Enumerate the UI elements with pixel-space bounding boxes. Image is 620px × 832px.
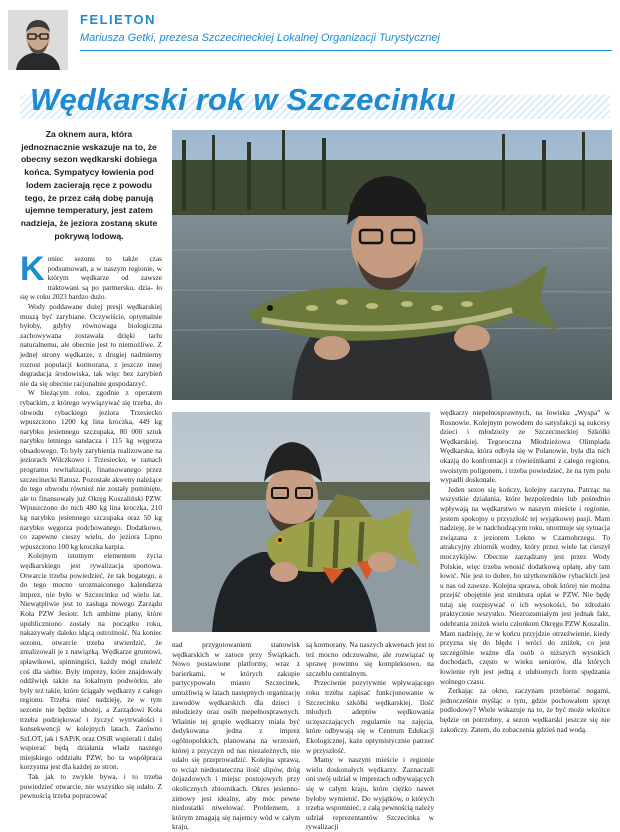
author-byline: Mariusza Getki, prezesa Szczecineckiej Lokalnej Organizacji Turystycznej xyxy=(80,32,440,44)
paragraph: Zerkając za okno, zaczynam przebierać nogami, jednocześnie myśląc o tym, gdzie pochowałem sprzęt podlodowy? Wiele wskazuje na to, że być może wkrótce będzie on potrzebny, a sezon wędkarski jeszcze się nie zakończy. Zatem, do zobaczenia gdzieś nad wodą. xyxy=(440,686,610,734)
author-portrait xyxy=(8,10,68,70)
paragraph: Mamy w naszym mieście i regionie wielu doskonałych wędkarzy. Zaznaczali oni swój udział w imprezach odbywających się w całym kraju, które ciężko nawet byłoby wymienić. Do wyjątków, o których trzeba wspomnieć, z całą pewnością należy udział reprezentantów Szczecinka w rywalizacji xyxy=(306,755,434,832)
paragraph: Wody poddawane dużej presji wędkarskiej muszą być zarybiane. Oczywiście, optymalnie byłoby, gdyby równowaga biologiczna zachowywana zostawała dzięki tarłu naturalnemu, ale obecnie jest to niemożliwe. Z jednej strony wędkarze, z drugiej nadmierny rozrost populacji kormorana, z jeszcze innej degradacja środowiska, tak więc bez zarybień nie da się obecnie racjonalnie gospodarzyć. xyxy=(20,301,162,388)
paragraph: Koniec sezonu to także czas podsumowań, a w naszym regionie, w którym wędkarze od zawsze traktowani są po partnersku, dzia- ło się w roku 2023 bardzo dużo. xyxy=(20,250,162,302)
text-column-1 xyxy=(20,250,162,809)
paragraph: Tak jak to zwykle bywa, i to trzeba powiedzieć otwarcie, nie wszystko się udało. Z pewnością trzeba popracować xyxy=(20,772,162,801)
text-column-4 xyxy=(440,408,610,809)
pike-photo xyxy=(172,130,612,400)
paragraph: W bieżącym roku, zgodnie z operatem rybackim, z którego wywiązywać się trzeba, do obwodu rybackiego jeziora Trzesiecko wpuszczono 1200 kg lina kroczka, 449 kg narybku jesiennego szczupaka, 80 000 sztuk narybku letniego sandacza i 115 kg węgorza obsadowego. To były zarybienia realizowane na jeziorach Wilczkowo i Trzesiecko, w ramach programu rewitalizacji, finansowanego przez szczecinecki Ratusz. Pozostałe akweny należące do tego obwodu również nie zostały pominięte, ale to finansowały już Okręg Koszaliński PZW. Wpuszczono do nich 480 kg lina kroczka, 210 kg narybku jesiennego szczupaka oraz 50 kg narybku węgorza podchowanego. Dodatkowo, co zapewne cieszy wielu, do jeziora Lipno wpuszczono 100 kg kroczka karpia. xyxy=(20,388,162,551)
perch-photo xyxy=(172,412,430,632)
text-column-3 xyxy=(306,640,434,832)
article-title: Wędkarski rok w Szczecinku xyxy=(30,82,456,117)
paragraph: Kolejnym istotnym elementem życia wędkarskiego jest rywalizacja sportowa. Otwarcie trzeba powiedzieć, że tak bogatego, a do tego mocno urozmaiconego kalendarza imprez, nie było w Szczecinku od wielu lat. Niewątpliwie jest to zasługa nowego Zarządu Koła PZW Jesiotr. Ich ambitne plany, które upubliczniono zostały na początku roku, nakazywały daleko idącą ostrożność. Na koniec sezonu, otwarcie trzeba stwierdzić, że zrealizowali je z nawiązką. Wędkarze gruntowi, spławikowi, spinningiści, każdy mógł znaleźć coś dla siebie. Były imprezy, które znajdowały oddźwięk także na lokalnym podwórku, ale były też takie, które ściągały wędkarzy z całego regionu. Trzeba mieć nadzieję, że w tym sezonie nie będzie ubożej, a Zarządowi Koła trzeba podziękować i życzyć wytrwałości i konsekwencji w kolejnych latach. Zarówno SzLOT, jak i SAPiK oraz OSiR wspierali i dalej wspierać będą działania władz naszego miejskiego oddziału PZW, bo ta współpraca korzystna jest dla każdej ze stron. xyxy=(20,551,162,772)
header-divider xyxy=(80,50,612,51)
article-header xyxy=(8,10,612,76)
paragraph: Jeden sezon się kończy, kolejny zaczyna. Patrząc na wszystkie działania, które bezpośrednio lub pośrednio wpływają na wędkarstwo w naszym mieście i regionie, jestem spokojny o przyszłość tej wyjątkowej pasji. Mam nadzieję, że w nadchodzącym roku, unormuje się sytuacja związana z jeziorem Lekno w Czarnobrzegu. To atrakcyjny zbiornik wodny, który przez wiele lat cieszył moczykijów. Obecnie zarządzany jest przez Wody Polskie, więc trzeba wnosić dodatkową opłatę, aby tam łowić. Nie jest to dobre, bo użytkowników rybackich jest u nas od zawsze. Kolejna sprawa, obok której nie można przejść obojętnie jest struktura opłat w PZW. Nie będę tutaj się rozpisywać o ich wysokości, bo zdrożało praktycznie wszystko. Niezrozumiałym jest jednak fakt, odebrania zniżek wielu członkom Okręgu PZW Koszalin. Mam nadzieję, że w końcu przyjdzie otrzeźwienie, kiedy przyzna się do błędu i wróci do zniżek, co jest szczególnie ważne dla osób o niższych wysokich dochodach, często w wieku seniorów, dla których łowienie ryb jest jedną z ulubionych form spędzania wolnego czasu. xyxy=(440,484,610,686)
paragraph: nad przygotowaniem stanowisk wędkarskich w zatoce przy Świątkach. Nowo postawione platformy, wraz z barierkami, w których zakupie partycypowało miasto Szczecinek, umożliwią w latach następnych organizację zawodów wędkarskich dla dzieci i młodzieży oraz osób niepełnosprawnych. Właśnie tej grupie wędkarzy miała być dedykowana jedna z imprez ogólnopolskich, planowana na wrzesień, której z przyczyn od nas niezależnych, nie udało się przeprowadzić. Kolejna sprawa, to wciąż niedostateczna ilość slipów, dróg dojazdowych i miejsc postojowych przy okolicznych zbiornikach. Okres jesienno-zimowy jest idealny, aby móc pewne niedostatki niwelować. Problemem, z którym zmagają się najemcy wód w całym kraju, xyxy=(172,640,300,832)
article-lead: Za oknem aura, która jednoznacznie wskazuje na to, że obecny sezon wędkarski dobiega końca. Sympatycy łowienia pod lodem zacierają ręce z powodu tego, że przez całą dobę panują ujemne temperatury, jest zatem nadzieja, że jeziora zostaną skute pokrywą lodową. xyxy=(20,129,158,241)
paragraph: wędkarzy niepełnosprawnych, na łowisku „Wyspa” w Rosnowie. Kolejnym powodem do satysfakcji są sukcesy dzieci i młodzieży ze Szczecineckiej Szkółki Wędkarskiej. Tegoroczna Młodzieżowa Olimpiada Wędkarska, która odbyła się w Połanowie, była dla nich okazją do konfrontacji z rówieśnikami z całego regionu, swoistym poligonem, i trzeba powiedzieć, że na tym polu wypadli doskonale. xyxy=(440,408,610,485)
text-column-2 xyxy=(172,640,300,832)
paragraph: są kormorany. Na naszych akwenach jest to też mocno odczuwalne, ale rozwiązać tę sprawę powinno się kompleksowo, na szczeblu centralnym. xyxy=(306,640,434,678)
drop-cap: K xyxy=(20,250,45,288)
rubric-label: FELIETON xyxy=(80,12,157,27)
paragraph: Przeciwnie pozytywnie wpływającego roku trzeba zapisać funkcjonowanie w Szczecinku szkółki wędkarskiej. Ilość młodych adeptów wędkowania uczęszczających regularnie na zajęcia, które odbywają się w Centrum Edukacji Ekologicznej, każe optymistycznie patrzeć w przyszłość. xyxy=(306,678,434,755)
